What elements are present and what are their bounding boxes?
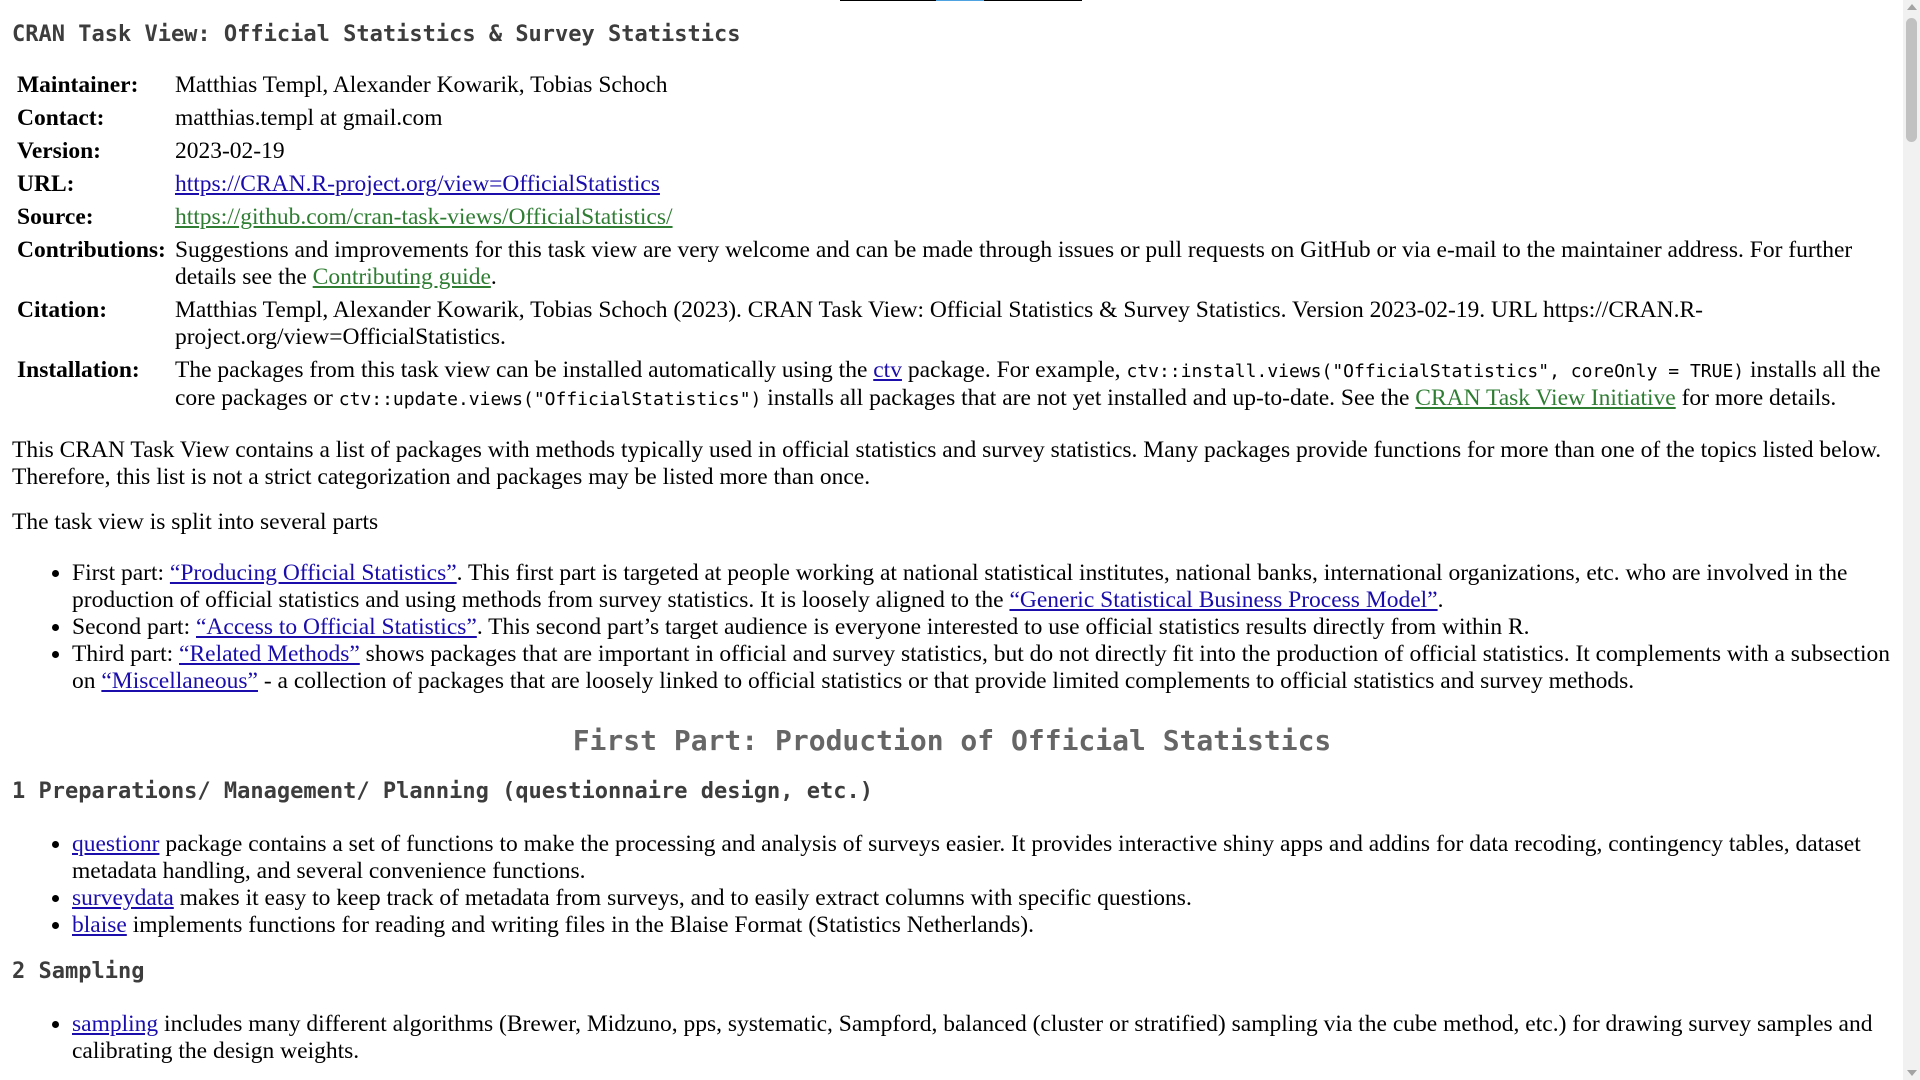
list-item xyxy=(72,641,1892,695)
package-link-blaise[interactable]: blaise xyxy=(72,912,127,938)
contributions-end: . xyxy=(490,264,497,290)
task-view-initiative-link[interactable]: CRAN Task View Initiative xyxy=(1415,385,1676,411)
install-code: ctv::install.views("OfficialStatistics", coreOnly = TRUE) xyxy=(1126,361,1745,382)
package-description: implements functions for reading and writing files in the Blaise Format (Statistics Netherlands). xyxy=(126,912,1034,938)
package-description: includes many different algorithms (Brewer, Midzuno, pps, systematic, Sampford, balanced (cluster or stratified) sampling via the cube method, etc.) for drawing survey samples and calibrating the design weights. xyxy=(72,1011,1873,1064)
section-heading-preparations: 1 Preparations/ Management/ Planning (questionnaire design, etc.) xyxy=(12,779,873,804)
part-end: - a collection of packages that are loosely linked to official statistics or that provide limited complements to official statistics and survey methods. xyxy=(257,668,1635,694)
installation-text: installs all packages that are not yet installed and up-to-date. See the xyxy=(761,385,1416,411)
installation-text: installs all the core packages or xyxy=(174,357,1881,411)
preparations-package-list xyxy=(12,831,1892,939)
ctv-link[interactable]: ctv xyxy=(873,357,902,383)
scrollbar-thumb[interactable] xyxy=(1906,18,1917,142)
metadata-table xyxy=(17,72,1892,419)
meta-label: Source: xyxy=(17,204,94,230)
intro-paragraph: This CRAN Task View contains a list of packages with methods typically used in official statistics and survey statistics. Many packages provide functions for more than one of the topics listed below. Therefore, this list is not a strict categorization and packages may be listed more than once. xyxy=(12,437,1882,490)
package-description: package contains a set of functions to make the processing and analysis of surveys easier. It provides interactive shiny apps and addins for data recoding, contingency tables, dataset metadata handling, and several convenience functions. xyxy=(72,831,1861,884)
meta-row-version xyxy=(17,138,1892,171)
meta-label: Version: xyxy=(17,138,101,164)
installation-text: for more details. xyxy=(1675,385,1837,411)
page-title: CRAN Task View: Official Statistics & Survey Statistics xyxy=(12,22,741,47)
url-link[interactable]: https://CRAN.R-project.org/view=OfficialStatistics xyxy=(174,171,660,197)
list-item xyxy=(72,885,1892,912)
producing-official-statistics-link[interactable]: “Producing Official Statistics” xyxy=(169,560,457,586)
list-item xyxy=(72,831,1892,885)
meta-row-installation xyxy=(17,357,1892,419)
installation-text: package. For example, xyxy=(901,357,1127,383)
part-prefix: First part: xyxy=(72,560,170,586)
meta-row-source xyxy=(17,204,1892,237)
contributions-text: Suggestions and improvements for this task view are very welcome and can be made through issues or pull requests on GitHub or via e-mail to the maintainer address. For further details see the xyxy=(174,237,1853,290)
meta-row-url xyxy=(17,171,1892,204)
package-description: makes it easy to keep track of metadata from surveys, and to easily extract columns with specific questions. xyxy=(173,885,1192,911)
part-text: shows packages that are important in official and survey statistics, but do not directly fit into the production of official statistics. It complements with a subsection on xyxy=(72,641,1891,694)
part-text: . This first part is targeted at people working at national statistical institutes, national banks, international organizations, etc. who are involved in the production of official statistics and using methods from survey statistics. It is loosely aligned to the xyxy=(72,560,1848,613)
access-official-statistics-link[interactable]: “Access to Official Statistics” xyxy=(196,614,477,640)
meta-row-contributions xyxy=(17,237,1892,297)
update-code: ctv::update.views("OfficialStatistics") xyxy=(338,389,762,410)
contact-value: matthias.templ at gmail.com xyxy=(174,105,443,131)
gsbpm-link[interactable]: “Generic Statistical Business Process Model” xyxy=(1009,587,1438,613)
miscellaneous-link[interactable]: “Miscellaneous” xyxy=(101,668,258,694)
related-methods-link[interactable]: “Related Methods” xyxy=(179,641,360,667)
page-content xyxy=(12,0,1892,1065)
meta-label: URL: xyxy=(17,171,75,197)
meta-label: Contact: xyxy=(17,105,105,131)
vertical-scrollbar[interactable] xyxy=(1903,0,1920,1080)
scroll-down-arrow-icon[interactable] xyxy=(1907,1070,1917,1076)
list-item xyxy=(72,912,1892,939)
list-item xyxy=(72,560,1892,614)
parts-intro: The task view is split into several parts xyxy=(12,509,379,535)
source-link[interactable]: https://github.com/cran-task-views/OfficialStatistics/ xyxy=(174,204,673,230)
part-prefix: Second part: xyxy=(72,614,196,640)
meta-label: Installation: xyxy=(17,357,140,383)
installation-text: The packages from this task view can be installed automatically using the xyxy=(174,357,874,383)
contributing-guide-link[interactable]: Contributing guide xyxy=(312,264,491,290)
part-text: . This second part’s target audience is everyone interested to use official statistics results directly from within R. xyxy=(476,614,1530,640)
meta-label: Citation: xyxy=(17,297,108,323)
meta-label: Contributions: xyxy=(17,237,166,263)
parts-list xyxy=(12,560,1892,695)
first-part-heading: First Part: Production of Official Statistics xyxy=(572,724,1332,757)
sampling-package-list xyxy=(12,1011,1892,1065)
list-item xyxy=(72,614,1892,641)
package-link-questionr[interactable]: questionr xyxy=(72,831,160,857)
meta-row-maintainer xyxy=(17,72,1892,105)
package-link-surveydata[interactable]: surveydata xyxy=(72,885,174,911)
section-heading-sampling: 2 Sampling xyxy=(12,959,145,984)
list-item xyxy=(72,1011,1892,1065)
part-end: . xyxy=(1437,587,1444,613)
package-link-sampling[interactable]: sampling xyxy=(72,1011,159,1037)
meta-row-contact xyxy=(17,105,1892,138)
scroll-up-arrow-icon[interactable] xyxy=(1907,4,1917,10)
version-value: 2023-02-19 xyxy=(174,138,285,164)
meta-label: Maintainer: xyxy=(17,72,139,98)
maintainer-value: Matthias Templ, Alexander Kowarik, Tobias Schoch xyxy=(174,72,668,98)
part-prefix: Third part: xyxy=(72,641,180,667)
meta-row-citation xyxy=(17,297,1892,357)
citation-value: Matthias Templ, Alexander Kowarik, Tobias Schoch (2023). CRAN Task View: Official Statistics & Survey Statistics. Version 2023-02-19. URL https://CRAN.R-project.org/view=OfficialStatistics. xyxy=(174,297,1703,350)
